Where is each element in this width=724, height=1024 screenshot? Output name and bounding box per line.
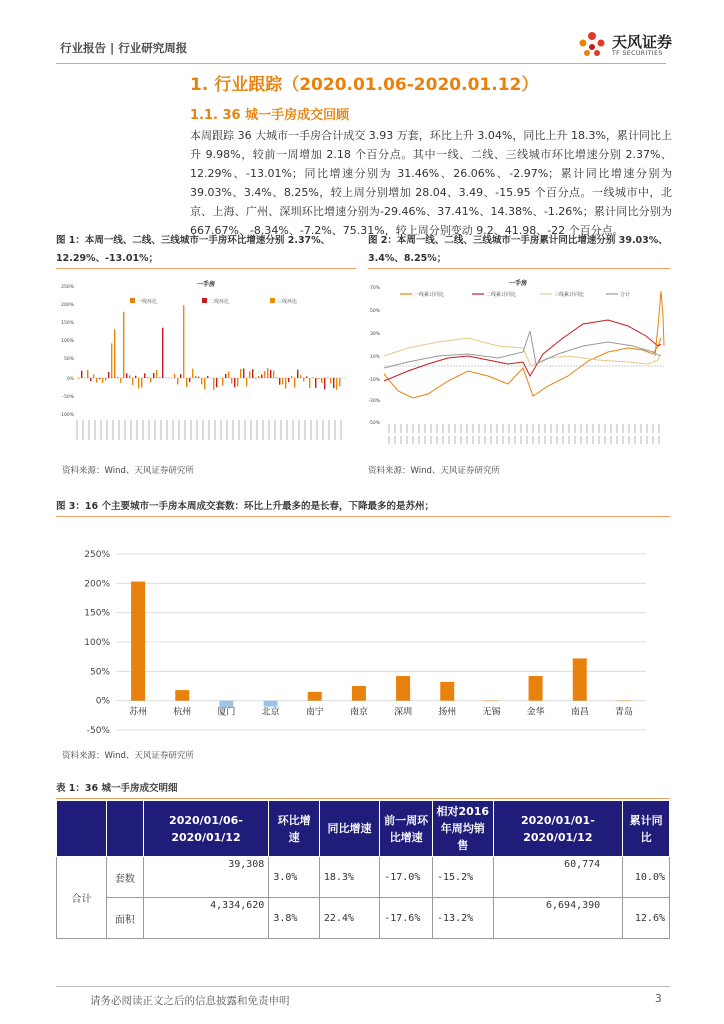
- fig3-category-label: 南昌: [570, 707, 589, 718]
- fig2-y-ticks: [368, 285, 380, 426]
- fig1-bars: [78, 305, 340, 390]
- fig1-bar: [90, 378, 91, 381]
- fig1-bar: [336, 378, 337, 390]
- fig1-bar: [135, 376, 136, 378]
- fig1-bar: [123, 312, 124, 378]
- fig1-ytick-7: -100%: [59, 413, 74, 418]
- fig1-bar: [264, 371, 265, 378]
- cell-week-value: 4,334,620: [143, 898, 269, 939]
- fig2-divider: [368, 268, 670, 269]
- fig3-bar: [617, 701, 631, 702]
- cell-week-value: 39,308: [143, 857, 269, 898]
- fig1-bar: [204, 378, 205, 389]
- fig1-bar: [183, 305, 184, 378]
- fig1-bar: [252, 369, 253, 378]
- fig1-divider: [56, 268, 356, 269]
- fig1-bar: [144, 373, 145, 378]
- fig1-bar: [258, 376, 259, 378]
- fig1-bar: [339, 378, 340, 386]
- fig3-bar: [573, 658, 587, 700]
- fig1-bar: [303, 378, 304, 381]
- table-divider: [56, 798, 670, 799]
- fig1-x-ticks: [76, 418, 346, 442]
- fig1-bar: [318, 378, 319, 379]
- table-row: [57, 898, 670, 939]
- fig3-bar: [484, 701, 498, 702]
- cell-rel-2016: -13.2%: [433, 898, 494, 939]
- fig1-bar: [294, 378, 295, 387]
- fig1-bar: [273, 370, 274, 378]
- fig1-bar: [195, 376, 196, 378]
- fig2-line-tier1: [384, 338, 661, 398]
- fig1-bar: [222, 378, 223, 386]
- th-group: [57, 801, 107, 857]
- fig1-bar: [201, 378, 202, 384]
- fig1-y-ticks: [60, 284, 75, 418]
- fig1-bar: [156, 370, 157, 378]
- th-mom: 环比增速: [269, 801, 320, 857]
- fig1-bar: [141, 378, 142, 388]
- fig1-bar: [279, 378, 280, 385]
- fig1-bar: [132, 378, 133, 385]
- fig3-bar: [440, 682, 454, 701]
- fig1-bar: [186, 378, 187, 387]
- fig1-bar: [291, 376, 292, 378]
- cell-prev-mom: -17.6%: [380, 898, 433, 939]
- fig2-ytick-2: 30%: [369, 332, 380, 337]
- fig1-bar: [297, 370, 298, 378]
- row-label: 套数: [107, 857, 144, 898]
- th-week-range: 2020/01/06-2020/01/12: [143, 801, 269, 857]
- fig1-bar: [267, 368, 268, 378]
- fig1-bar: [150, 378, 151, 382]
- fig3-bar: [308, 692, 322, 701]
- fig3-ytick: -50%: [86, 726, 110, 736]
- th-rel-2016: 相对2016年周均销售: [433, 801, 494, 857]
- fig1-bar: [180, 374, 181, 378]
- fig3-category-label: 青岛: [614, 707, 633, 718]
- fig1-bar: [255, 378, 256, 379]
- fig1-bar: [261, 375, 262, 378]
- subsection-title: 1.1. 36 城一手房成交回顾: [190, 108, 350, 123]
- fig1-bar: [321, 378, 322, 383]
- fig2-source: 资料来源：Wind、天风证券研究所: [368, 466, 500, 476]
- fig1-chart: [56, 276, 356, 448]
- fig1-chart-title: 一手房: [196, 281, 216, 288]
- fig3-ytick: 150%: [84, 608, 110, 619]
- fig2-x-ticks: [384, 424, 664, 444]
- fig3-category-label: 深圳: [394, 707, 413, 718]
- brand-logo: [574, 28, 674, 64]
- fig2-line-tier1-spike: [655, 291, 664, 356]
- fig1-bar: [99, 378, 100, 379]
- fig1-bar: [111, 343, 112, 378]
- fig1-bar: [129, 375, 130, 378]
- fig3-bar: [264, 701, 278, 707]
- fig1-bar: [81, 371, 82, 378]
- fig1-bar: [105, 378, 106, 380]
- fig1-bar: [243, 369, 244, 378]
- fig3-source: 资料来源：Wind、天风证券研究所: [62, 751, 194, 761]
- fig3-category-label: 厦门: [217, 707, 236, 718]
- cell-cum-value: 60,774: [493, 857, 623, 898]
- fig1-legend: [130, 298, 297, 305]
- fig1-bar: [315, 378, 316, 388]
- fig1-bar: [312, 377, 313, 378]
- th-yoy: 同比增速: [319, 801, 379, 857]
- fig3-category-label: 杭州: [173, 707, 192, 718]
- fig1-bar: [300, 375, 301, 378]
- fig1-bar: [174, 374, 175, 378]
- fig1-bar: [207, 376, 208, 378]
- fig1-ytick-3: 100%: [61, 339, 74, 344]
- cell-yoy: 22.4%: [319, 898, 379, 939]
- transaction-table: [56, 800, 670, 939]
- fig3-bar: [219, 701, 233, 708]
- fig1-bar: [108, 372, 109, 378]
- cell-yoy: 18.3%: [319, 857, 379, 898]
- fig1-bar: [228, 371, 229, 378]
- fig1-bar: [333, 378, 334, 388]
- fig1-bar: [198, 377, 199, 378]
- fig2-ytick-5: -30%: [368, 399, 380, 404]
- fig3-bar: [175, 690, 189, 701]
- fig2-caption: 图 2：本周一线、二线、三线城市一手房累计同比增速分别 39.03%、3.4%、8.25%；: [368, 235, 668, 264]
- fig1-ytick-6: -50%: [62, 395, 74, 400]
- fig1-bar: [225, 374, 226, 378]
- section-title: 1. 行业跟踪（2020.01.06-2020.01.12）: [190, 75, 539, 95]
- fig3-divider: [56, 516, 670, 517]
- cell-rel-2016: -15.2%: [433, 857, 494, 898]
- fig1-bar: [324, 378, 325, 389]
- fig3-bar: [396, 676, 410, 701]
- fig1-bar: [216, 378, 217, 387]
- brand-name: 天风证券: [612, 33, 673, 51]
- header-divider: [56, 63, 666, 64]
- fig1-ytick-0: 250%: [61, 285, 74, 290]
- cell-cum-yoy: 10.0%: [623, 857, 670, 898]
- row-group-label: 合计: [57, 857, 107, 939]
- fig1-bar: [177, 378, 178, 384]
- table-header-row: [57, 801, 670, 857]
- fig2-legend-1: 一线累计同比: [414, 292, 445, 298]
- fig1-bar: [192, 369, 193, 378]
- fig1-bar: [213, 378, 214, 390]
- fig2-legend-2: 二线累计同比: [486, 292, 517, 298]
- fig1-bar: [114, 329, 115, 378]
- tf-logo-icon: [574, 28, 610, 64]
- th-cum-yoy: 累计同比: [623, 801, 670, 857]
- fig1-bar: [276, 377, 277, 378]
- fig1-bar: [96, 378, 97, 383]
- fig1-legend-1: 一线环比: [137, 299, 158, 305]
- fig3-category-label: 扬州: [438, 707, 457, 718]
- cell-cum-yoy: 12.6%: [623, 898, 670, 939]
- footer-divider: [56, 986, 670, 987]
- fig1-ytick-1: 200%: [61, 303, 74, 308]
- fig1-bar: [117, 377, 118, 378]
- fig1-legend-3: 三线环比: [277, 299, 298, 305]
- fig1-bar: [102, 378, 103, 383]
- fig1-bar: [234, 378, 235, 387]
- fig3-caption: 图 3：16 个主要城市一手房本周成交套数：环比上升最多的是长春，下降最多的是苏州；: [56, 501, 434, 512]
- fig1-legend-2: 二线环比: [209, 299, 230, 305]
- fig2-ytick-1: 50%: [369, 309, 380, 314]
- fig1-bar: [120, 378, 121, 383]
- fig1-bar: [327, 377, 328, 378]
- fig1-bar: [306, 376, 307, 378]
- disclaimer: 请务必阅读正文之后的信息披露和免责申明: [90, 995, 290, 1007]
- fig1-bar: [285, 378, 286, 389]
- fig3-chart: [56, 540, 670, 740]
- fig2-chart: [368, 276, 670, 448]
- fig1-bar: [78, 378, 79, 379]
- fig3-bar: [529, 676, 543, 701]
- fig2-legend-3: 三线累计同比: [554, 292, 585, 298]
- breadcrumb: 行业报告 | 行业研究周报: [60, 41, 188, 55]
- row-label: 面积: [107, 898, 144, 939]
- table-caption: 表 1：36 城一手房成交明细: [56, 783, 178, 794]
- fig3-category-label: 南宁: [305, 707, 324, 718]
- fig3-ytick: 50%: [89, 667, 110, 678]
- fig1-ytick-2: 150%: [61, 321, 74, 326]
- fig2-chart-title: 一手房: [508, 280, 528, 287]
- fig1-bar: [270, 370, 271, 378]
- page-number: 3: [655, 993, 662, 1005]
- fig2-legend-4: 合计: [620, 292, 631, 298]
- fig1-bar: [126, 373, 127, 378]
- fig3-category-label: 南京: [349, 707, 368, 718]
- fig1-bar: [162, 328, 163, 378]
- fig2-ytick-4: -10%: [368, 378, 380, 383]
- fig1-bar: [249, 371, 250, 378]
- fig1-source: 资料来源：Wind、天风证券研究所: [62, 466, 194, 476]
- fig1-bar: [282, 378, 283, 384]
- fig1-bar: [147, 377, 148, 378]
- th-metric: [107, 801, 144, 857]
- fig1-bar: [231, 378, 232, 383]
- fig3-bar: [131, 582, 145, 701]
- fig3-ytick: 100%: [84, 638, 110, 648]
- fig1-bar: [87, 370, 88, 378]
- brand-name-en: TF SECURITIES: [612, 50, 663, 57]
- fig1-bar: [288, 378, 289, 382]
- fig2-ytick-3: 10%: [369, 355, 380, 360]
- table-row: [57, 857, 670, 898]
- fig3-bar: [352, 686, 366, 701]
- fig1-ytick-5: 0%: [66, 377, 74, 382]
- fig3-category-label: 北京: [261, 707, 280, 718]
- fig1-ytick-4: 50%: [63, 357, 74, 362]
- fig3-category-label: 无锡: [482, 707, 501, 718]
- fig1-bar: [237, 378, 238, 386]
- th-prev-mom: 前一周环比增速: [380, 801, 433, 857]
- fig3-ytick: 200%: [84, 579, 110, 590]
- fig1-bar: [246, 378, 247, 386]
- fig1-bar: [153, 373, 154, 378]
- cell-mom: 3.0%: [269, 857, 320, 898]
- cell-mom: 3.8%: [269, 898, 320, 939]
- fig1-bar: [138, 378, 139, 388]
- fig2-legend: [400, 291, 630, 298]
- cell-cum-value: 6,694,390: [493, 898, 623, 939]
- fig1-bar: [159, 377, 160, 378]
- fig3-category-label: 金华: [526, 707, 545, 718]
- fig3-ytick: 0%: [95, 696, 110, 707]
- fig3-ytick: 250%: [84, 550, 110, 560]
- fig1-bar: [330, 378, 331, 384]
- cell-prev-mom: -17.0%: [380, 857, 433, 898]
- fig1-bar: [240, 369, 241, 378]
- fig1-caption: 图 1：本周一线、二线、三线城市一手房环比增速分别 2.37%、12.29%、-13.01%；: [56, 235, 331, 264]
- summary-paragraph: 本周跟踪 36 大城市一手房合计成交 3.93 万套，环比上升 3.04%，同比上升 18.3%，累计同比上升 9.98%，较前一周增加 2.18 个百分点。其中一线、二线、三线城市环比增速分别 2.37%、12.29%、-13.01%；同比增速分别为 31.46%、26.06%、-2.97%；累计同比增速分别为 39.03%、3.4%、8.25%，较上周分别增加 28.04、3.49、-15.95 个百分点。一线城市中，北京、上海、广州、深圳环比增速分别为-29.46%、37.41%、14.38%、-1.26%；累计同比分别为 667.67%、-8.34%、-7.2%、75.31%，较上周分别变动 9.2、41.98、-22 个百分点。: [190, 129, 672, 237]
- fig2-ytick-0: 70%: [369, 286, 380, 291]
- fig1-bar: [93, 374, 94, 378]
- fig1-bar: [309, 378, 310, 388]
- fig3-category-label: 苏州: [129, 707, 148, 718]
- fig2-line-tier2: [384, 320, 661, 381]
- fig1-bar: [189, 378, 190, 382]
- fig2-ytick-6: -50%: [368, 421, 380, 426]
- th-cum-range: 2020/01/01-2020/01/12: [493, 801, 623, 857]
